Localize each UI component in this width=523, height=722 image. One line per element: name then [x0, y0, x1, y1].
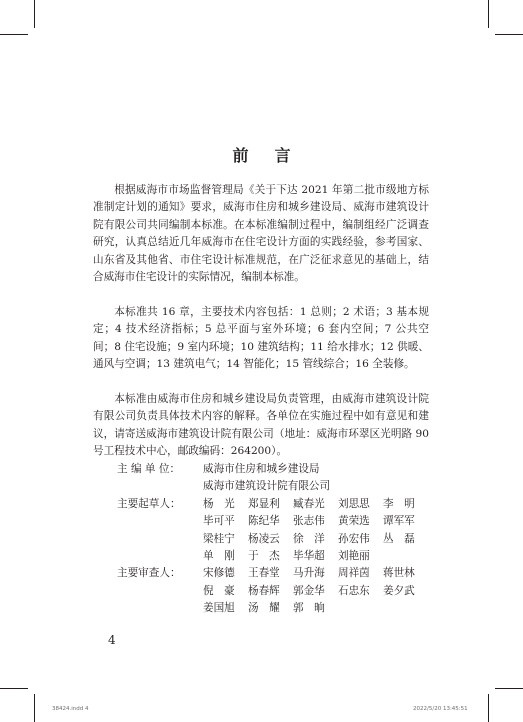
crop-mark-bottom-right-h: [495, 688, 523, 689]
drafter-name: 杨凌云: [248, 532, 280, 545]
editor-unit: 威海市住房和城乡建设局: [203, 463, 320, 475]
drafter-name: 谭军军: [383, 515, 415, 528]
drafter-name: 于 杰: [248, 550, 280, 563]
page-title: 前言: [232, 146, 317, 165]
crop-mark-top-left-h: [0, 34, 28, 35]
reviewer-name: 宋修德: [203, 567, 235, 580]
reviewers-row: [93, 565, 429, 617]
crop-mark-bottom-left-h: [0, 688, 28, 689]
reviewer-name: 汤 耀: [248, 602, 280, 615]
reviewer-name: 周祥茵: [338, 567, 370, 580]
drafter-name: 刘思思: [338, 497, 370, 510]
editor-unit: 威海市建筑设计院有限公司: [203, 480, 331, 493]
reviewer-name: 姜国旭: [203, 602, 235, 615]
drafter-name: 丛 磊: [383, 532, 415, 545]
reviewer-name: 郭金华: [293, 584, 325, 597]
reviewers-list: [203, 565, 429, 617]
drafter-name: 陈纪华: [248, 515, 280, 528]
reviewer-name: 郭 晌: [293, 602, 325, 615]
drafter-name: 梁桂宁: [203, 532, 235, 545]
crop-mark-top-left-v: [34, 0, 35, 28]
credits-block: [93, 461, 429, 618]
paragraph-1: 根据威海市市场监督管理局《关于下达 2021 年第二批市级地方标准制定计划的通知》要求，威海市住房和城乡建设局、威海市建筑设计院有限公司共同编制本标准。在本标准编制过程中，编制组经广泛调查研究，认真总结近几年威海市在住宅设计方面的实践经验，参考国家、山东省及其他省、市住宅设计标准规范，在广泛征求意见的基础上，结合威海市住宅设计的实际情况，编制本标准。: [93, 184, 429, 284]
drafters-label: 主要起草人：: [117, 497, 181, 510]
drafter-name: 毕华超: [293, 550, 325, 563]
drafter-name: 李 明: [383, 497, 415, 510]
reviewers-label: 主要审查人：: [117, 567, 181, 580]
crop-mark-bottom-left-v: [34, 694, 35, 722]
paragraph-3: 本标准由威海市住房和城乡建设局负责管理，由威海市建筑设计院有限公司负责具体技术内容的解释。各单位在实施过程中如有意见和建议，请寄送威海市建筑设计院有限公司（地址：威海市环翠区光明路 90 号工程技术中心，邮政编码：264200）。: [93, 393, 429, 458]
drafter-name: 刘艳丽: [338, 550, 370, 563]
drafter-name: 郑显利: [248, 497, 280, 510]
crop-mark-top-right-v: [488, 0, 489, 28]
drafters-row: [93, 496, 429, 566]
drafter-name: 单 刚: [203, 550, 235, 563]
paragraph-2: 本标准共 16 章，主要技术内容包括：1 总则；2 术语；3 基本规定；4 技术经济指标；5 总平面与室外环境；6 套内空间；7 公共空间；8 住宅设施；9 室内环境；10 建筑结构；11 给水排水；12 供暖、通风与空调；13 建筑电气；14 智能化；15 管线综合；16 全装修。: [93, 306, 429, 371]
drafter-name: 孙宏伟: [338, 532, 370, 545]
reviewer-name: 王春堂: [248, 567, 280, 580]
slug-timestamp: 2022/5/20 13:45:51: [413, 706, 468, 712]
crop-mark-top-right-h: [495, 34, 523, 35]
drafter-name: 毕可平: [203, 515, 235, 528]
reviewer-name: 杨春辉: [248, 584, 280, 597]
drafter-name: 黄荣选: [338, 515, 370, 528]
reviewer-name: 姜夕武: [383, 584, 415, 597]
editor-units-row: [93, 461, 429, 496]
drafter-name: 徐 洋: [293, 532, 325, 545]
drafter-name: 杨 光: [203, 497, 235, 510]
editor-label: 主 编 单 位：: [117, 463, 181, 475]
drafter-name: 臧春光: [293, 497, 325, 510]
reviewer-name: 石忠东: [338, 584, 370, 597]
drafters-list: [203, 496, 429, 566]
slug-filename: 38424.indd 4: [52, 706, 89, 712]
crop-mark-bottom-right-v: [488, 694, 489, 722]
reviewer-name: 倪 豪: [203, 584, 235, 597]
reviewer-name: 蒋世林: [383, 567, 415, 580]
reviewer-name: 马升海: [293, 567, 325, 580]
page-number: 4: [108, 633, 116, 647]
drafter-name: 张志伟: [293, 515, 325, 528]
